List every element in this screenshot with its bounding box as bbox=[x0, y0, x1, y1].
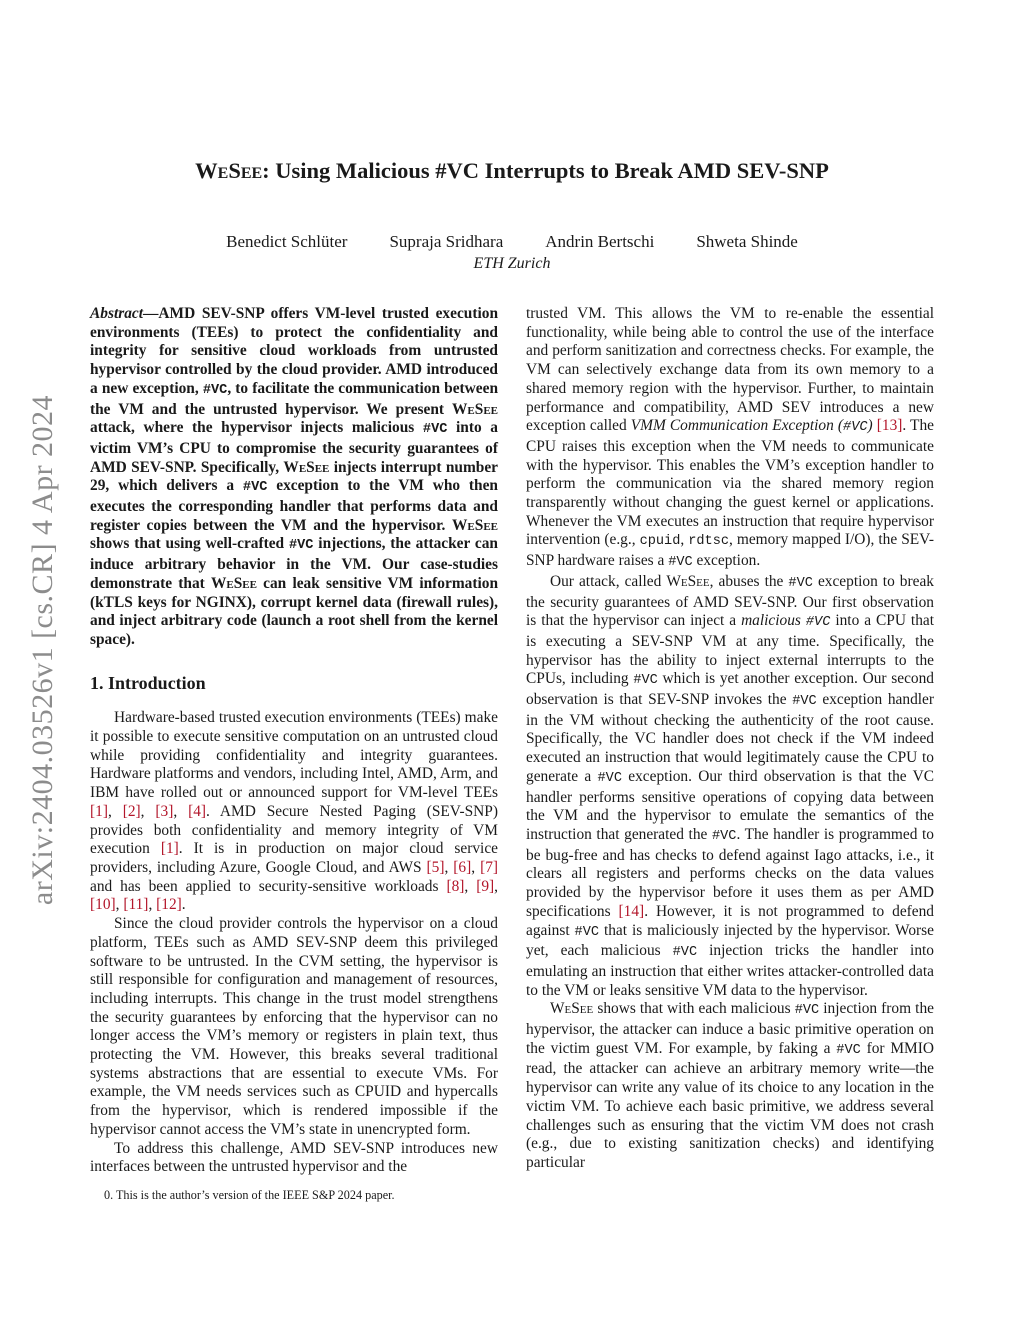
affiliation: ETH Zurich bbox=[473, 255, 551, 272]
intro-paragraph-3: To address this challenge, AMD SEV-SNP introduces new interfaces between the untrusted hypervisor and the bbox=[90, 1139, 498, 1176]
abstract-label: Abstract bbox=[90, 305, 144, 322]
citation-link[interactable]: [1] bbox=[160, 840, 179, 858]
footnote: 0. This is the author’s version of the IEEE S&P 2024 paper. bbox=[104, 1188, 395, 1202]
citation-link[interactable]: [10] bbox=[90, 896, 116, 914]
citation-link[interactable]: [13] bbox=[876, 417, 903, 435]
citation-link[interactable]: [1] bbox=[90, 802, 108, 820]
right-paragraph-3: WeSee shows that with each malicious #VC injection from the hypervisor, the attacker can induce a basic primitive operation on the victim guest VM. For example, by faking a #VC for MMIO read, the attacker can achieve an arbitrary memory write—the hypervisor can write any value of its choice to any location in the victim VM. To achieve each basic primitive, we address several challenges such as ensuring that the victim VM does not crash (e.g., due to existing sanitization checks) and identifying particular bbox=[526, 1000, 934, 1171]
abstract: Abstract—AMD SEV-SNP offers VM-level trusted execution environments (TEEs) to protect the confidentiality and integrity for sensitive cloud workloads from untrusted hypervisor controlled by the cloud provider. AMD introduced a new exception, #VC, to facilitate the communication between the VM and the untrusted hypervisor. We present WeSee attack, where the hypervisor injects malicious #VC into a victim VM’s CPU to compromise the security guarantees of AMD SEV-SNP. Specifically, WeSee injects interrupt number 29, which delivers a #VC exception to the VM who then executes the corresponding handler that performs data and register copies between the VM and the hypervisor. WeSee shows that using well-crafted #VC injections, the attacker can induce arbitrary behavior in the VM. Our case-studies demonstrate that WeSee can leak sensitive VM information (kTLS keys for NGINX), corrupt kernel data (firewall rules), and inject arbitrary code (launch a root shell from the kernel space). bbox=[90, 305, 499, 648]
citation-link[interactable]: [12] bbox=[156, 896, 182, 914]
citation-link[interactable]: [9] bbox=[476, 877, 495, 895]
citation-link[interactable]: [5] bbox=[426, 858, 445, 876]
arxiv-stamp bbox=[20, 360, 66, 940]
citation-link[interactable]: [8] bbox=[446, 877, 465, 895]
title-text: : Using Malicious #VC Interrupts to Break AMD SEV-SNP bbox=[262, 158, 829, 183]
citation-link[interactable]: [11] bbox=[123, 896, 149, 914]
right-paragraph-1: trusted VM. This allows the VM to re-enable the essential functionality, while being able to control the use of the interface and perform sanitization and correctness checks. For example, the VM can selectively exchange data from its own memory to a shared memory region with the hypervisor. Further, to maintain performance and compatibility, AMD SEV introduces a new exception called VMM Communication Exception (#VC) [13]. The CPU raises this exception when the VM needs to communicate with the hypervisor. This enables the VM’s exception handler to perform the communication via the shared memory region transparently without changing the guest kernel or applications. Whenever the VM executes an instruction that require hypervisor intervention (e.g., cpuid, rdtsc, memory mapped I/O), the SEV-SNP hardware raises a #VC exception. bbox=[526, 305, 934, 571]
citation-link[interactable]: [2] bbox=[122, 802, 141, 820]
title-system-name: WeSee bbox=[195, 158, 263, 183]
paper-title bbox=[90, 158, 934, 184]
author-name: Supraja Sridhara bbox=[389, 232, 504, 251]
author-name: Benedict Schlüter bbox=[226, 232, 348, 251]
author-list bbox=[90, 232, 934, 252]
author-name: Andrin Bertschi bbox=[545, 232, 655, 251]
left-column bbox=[90, 305, 498, 1177]
right-column bbox=[526, 305, 934, 1173]
right-paragraph-2: Our attack, called WeSee, abuses the #VC exception to break the security guarantees of AMD SEV-SNP. Our first observation is that the hypervisor can inject a malicious #VC into a CPU that is executing a SEV-SNP VM at any time. Specifically, the hypervisor has the ability to inject external interrupts to the CPUs, including #VC which is yet another exception. Our second observation is that SEV-SNP invokes the #VC exception handler in the VM without checking the authenticity of the root cause. Specifically, the VC handler does not check if the VM indeed executed an instruction that would legitimately cause the CPU to generate a #VC exception. Our third observation is that the VC handler performs sensitive operations of copying data between the VM and the hypervisor to emulate the semantics of the instruction that generated the #VC. The handler is programmed to be bug-free and has checks to defend against Iago attacks, i.e., it clears all registers and performs checks on the data values provided by the hypervisor before it uses them as per AMD specifications [14]. However, it is not programmed to defend against #VC that is maliciously injected by the hypervisor. Worse yet, each malicious #VC injection tricks the handler into emulating an instruction that either writes attacker-controlled data to the VM or leaks sensitive VM data to the hypervisor. bbox=[526, 572, 935, 999]
citation-link[interactable]: [6] bbox=[453, 858, 472, 876]
citation-link[interactable]: [3] bbox=[155, 802, 174, 820]
arxiv-id: arXiv:2404.03526v1 [cs.CR] 4 Apr 2024 bbox=[26, 394, 59, 906]
intro-paragraph-2: Since the cloud provider controls the hypervisor on a cloud platform, TEEs such as AMD SEV-SNP deem this privileged software to be untrusted. In the CVM setting, the hypervisor is still responsible for configuration and management of resources, including interrupts. This change in the trust model strengthens the security guarantees by enforcing that the hypervisor can no longer access the VM’s memory or registers in plain text, thus protecting the VM. However, this breaks several traditional systems abstractions that are essential to execute VMs. For example, the VM needs services such as CPUID and hypercalls from the hypervisor, which is rendered impossible if the hypervisor cannot access the VM’s state in unencrypted form. bbox=[90, 915, 498, 1138]
citation-link[interactable]: [14] bbox=[618, 902, 645, 920]
citation-link[interactable]: [7] bbox=[480, 858, 499, 876]
author-name: Shweta Shinde bbox=[696, 232, 798, 251]
citation-link[interactable]: [4] bbox=[188, 802, 207, 820]
intro-paragraph-1: Hardware-based trusted execution environments (TEEs) make it possible to execute sensitive computation on an untrusted cloud while providing confidentiality and integrity guarantees. Hardware platforms and vendors, including Intel, AMD, Arm, and IBM have rolled out or announced support for VM-level TEEs [1], [2], [3], [4]. AMD Secure Nested Paging (SEV-SNP) provides both confidentiality and memory integrity of VM execution [1]. It is in production on major cloud service providers, including Azure, Google Cloud, and AWS [5], [6], [7] and has been applied to security-sensitive workloads [8], [9], [10], [11], [12]. bbox=[90, 709, 499, 914]
section-heading-introduction: 1. Introduction bbox=[90, 672, 206, 693]
